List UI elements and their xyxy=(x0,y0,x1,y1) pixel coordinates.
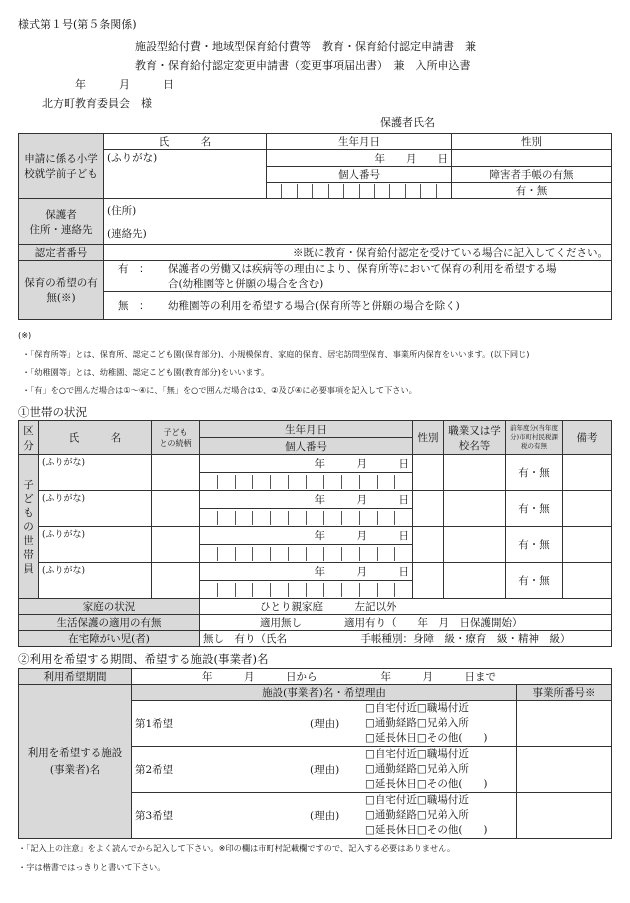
disabled-label: 在宅障がい児(者) xyxy=(19,631,200,647)
member-tax[interactable]: 有・無 xyxy=(506,563,563,599)
reason-label: (理由) xyxy=(310,718,340,730)
member-relation[interactable] xyxy=(152,527,200,563)
choice-label: 第1希望 xyxy=(135,718,174,730)
reason-options-2[interactable]: □通勤経路□兄弟入所 xyxy=(365,809,469,821)
cert-label: 認定者番号 xyxy=(19,245,104,261)
reason-options-3[interactable]: □延長休日□その他( ) xyxy=(365,732,488,744)
office-header: 事業所番号※ xyxy=(517,685,612,701)
welfare-label: 生活保護の適用の有無 xyxy=(19,615,200,631)
address-field[interactable]: (住所) xyxy=(104,199,612,223)
footer-note: ・字は楷書ではっきりと書いて下さい。 xyxy=(18,862,166,872)
reason-options-1[interactable]: □自宅付近□職場付近 xyxy=(365,748,469,760)
col-dob: 生年月日 xyxy=(200,421,413,438)
member-gender[interactable] xyxy=(413,527,444,563)
disabled-value[interactable]: 無し 有り（氏名 手帳種別：身障 級・療育 級・精神 級） xyxy=(200,631,612,647)
footer-note: ・「記入上の注意」をよく読んでから記入して下さい。※印の欄は市町村記載欄ですので、記入する必要はありません。 xyxy=(18,843,456,853)
member-remarks[interactable] xyxy=(563,527,612,563)
hope-no-text: 幼稚園等の利用を希望する場合(保育所等と併願の場合を除く) xyxy=(168,300,460,312)
family-label: 家庭の状況 xyxy=(19,599,200,615)
member-tax[interactable]: 有・無 xyxy=(506,455,563,491)
contact-field[interactable]: (連絡先) xyxy=(104,223,612,245)
guardian-label: 保護者 住所・連絡先 xyxy=(19,199,104,245)
member-dob[interactable]: 年 月 日 xyxy=(200,491,413,509)
member-personal-grid[interactable] xyxy=(200,509,413,527)
reason-options-3[interactable]: □延長休日□その他( ) xyxy=(365,778,488,790)
office-number xyxy=(517,793,612,839)
hope-no-row[interactable] xyxy=(104,292,612,320)
office-number xyxy=(517,747,612,793)
col-kubun: 区分 xyxy=(19,421,39,455)
member-remarks[interactable] xyxy=(563,455,612,491)
personal-no-header: 個人番号 xyxy=(267,167,452,183)
member-personal-grid[interactable] xyxy=(200,473,413,491)
hope-label: 保育の希望の有無(※) xyxy=(19,261,104,320)
reason-options-3[interactable]: □延長休日□その他( ) xyxy=(365,824,488,836)
member-job[interactable] xyxy=(444,563,506,599)
facility-heading: ②利用を希望する期間、希望する施設(事業者)名 xyxy=(18,652,269,666)
note-mark: (※) xyxy=(18,330,32,340)
member-personal-grid[interactable] xyxy=(200,581,413,599)
col-relation: 子ども との続柄 xyxy=(152,421,200,455)
child-gender[interactable] xyxy=(452,150,612,167)
facility-side-label: 利用を希望する施設(事業者)名 xyxy=(19,685,132,839)
facility-header: 施設(事業者)名・希望理由 xyxy=(132,685,517,701)
disability-header: 障害者手帳の有無 xyxy=(452,167,612,183)
hope-yes-option[interactable]: 有 ： xyxy=(118,263,150,275)
member-remarks[interactable] xyxy=(563,491,612,527)
period-label: 利用希望期間 xyxy=(19,669,132,685)
member-name[interactable]: (ふりがな) xyxy=(39,491,152,527)
member-name[interactable]: (ふりがな) xyxy=(39,455,152,491)
cert-note: ※既に教育・保育給付認定を受けている場合に記入してください。 xyxy=(104,245,612,261)
reason-label: (理由) xyxy=(310,764,340,776)
member-job[interactable] xyxy=(444,491,506,527)
member-dob[interactable]: 年 月 日 xyxy=(200,455,413,473)
col-job: 職業又は学校名等 xyxy=(444,421,506,455)
household-table xyxy=(18,420,612,647)
member-tax[interactable]: 有・無 xyxy=(506,527,563,563)
dob-header: 生年月日 xyxy=(267,134,452,150)
choice-label: 第2希望 xyxy=(135,764,174,776)
member-relation[interactable] xyxy=(152,491,200,527)
addressee: 北方町教育委員会 様 xyxy=(42,97,152,110)
hope-yes-text1: 保護者の労働又は疾病等の理由により、保育所等において保育の利用を希望する場 xyxy=(168,263,557,275)
hope-no-option[interactable]: 無 ： xyxy=(118,300,150,312)
form-title-line2: 教育・保育給付認定変更申請書（変更事項届出書） 兼 入所申込書 xyxy=(135,59,471,72)
col-tax: 前年度分(当年度分)市町村民税課税の有無 xyxy=(506,421,563,455)
member-relation[interactable] xyxy=(152,455,200,491)
reason-label: (理由) xyxy=(310,810,340,822)
member-personal-grid[interactable] xyxy=(200,545,413,563)
member-dob[interactable]: 年 月 日 xyxy=(200,563,413,581)
office-number xyxy=(517,701,612,747)
member-name[interactable]: (ふりがな) xyxy=(39,563,152,599)
choice-row[interactable] xyxy=(132,793,517,839)
col-gender: 性別 xyxy=(413,421,444,455)
disability-value[interactable]: 有・無 xyxy=(452,183,612,199)
welfare-value[interactable]: 適用無し 適用有り（ 年 月 日保護開始） xyxy=(200,615,612,631)
member-gender[interactable] xyxy=(413,563,444,599)
reason-options-2[interactable]: □通勤経路□兄弟入所 xyxy=(365,717,469,729)
child-name[interactable] xyxy=(104,167,267,183)
guardian-name-label: 保護者氏名 xyxy=(380,116,435,129)
reason-options-1[interactable]: □自宅付近□職場付近 xyxy=(365,794,469,806)
hope-yes-text2: 合(幼稚園等と併願の場合を含む) xyxy=(168,278,324,290)
applicant-table xyxy=(18,133,612,320)
member-tax[interactable]: 有・無 xyxy=(506,491,563,527)
member-job[interactable] xyxy=(444,527,506,563)
household-heading: ①世帯の状況 xyxy=(18,405,87,419)
col-name: 氏 名 xyxy=(39,421,152,455)
member-remarks[interactable] xyxy=(563,563,612,599)
member-side-label: 子どもの世帯員 xyxy=(19,455,39,599)
form-number: 様式第１号(第５条関係) xyxy=(18,18,137,31)
member-job[interactable] xyxy=(444,455,506,491)
member-relation[interactable] xyxy=(152,563,200,599)
gender-header: 性別 xyxy=(452,134,612,150)
application-date[interactable]: 年 月 日 xyxy=(75,78,174,91)
child-furigana[interactable]: (ふりがな) xyxy=(104,150,267,167)
col-remarks: 備考 xyxy=(563,421,612,455)
choice-row[interactable] xyxy=(132,701,517,747)
note-line: ・「有」を○で囲んだ場合は①～④に、「無」を○で囲んだ場合は①、②及び④に必要事項を記入して下さい。 xyxy=(22,385,417,395)
reason-options-1[interactable]: □自宅付近□職場付近 xyxy=(365,702,469,714)
child-dob[interactable]: 年 月 日 xyxy=(267,150,452,167)
note-line: ・「幼稚園等」とは、幼稚園、認定こども園(教育部分)をいいます。 xyxy=(22,367,270,377)
choice-label: 第3希望 xyxy=(135,810,174,822)
member-gender[interactable] xyxy=(413,491,444,527)
facility-table xyxy=(18,668,612,839)
hope-yes-row[interactable] xyxy=(104,261,612,292)
child-name-cont[interactable] xyxy=(104,183,267,199)
family-value[interactable]: ひとり親家庭 左記以外 xyxy=(200,599,612,615)
col-personal: 個人番号 xyxy=(200,438,413,455)
form-title-line1: 施設型給付費・地域型保育給付費等 教育・保育給付認定申請書 兼 xyxy=(135,40,476,53)
choice-row[interactable] xyxy=(132,747,517,793)
personal-no-grid[interactable] xyxy=(267,183,452,199)
member-name[interactable]: (ふりがな) xyxy=(39,527,152,563)
member-gender[interactable] xyxy=(413,455,444,491)
note-line: ・「保育所等」とは、保育所、認定こども園(保育部分)、小規模保育、家庭的保育、居宅訪問型保育、事業所内保育をいいます。(以下同じ) xyxy=(22,349,530,359)
name-header: 氏 名 xyxy=(104,134,267,150)
member-dob[interactable]: 年 月 日 xyxy=(200,527,413,545)
period-value[interactable]: 年 月 日から 年 月 日まで xyxy=(132,669,612,685)
child-label: 申請に係る小学校就学前子ども xyxy=(19,134,104,199)
reason-options-2[interactable]: □通勤経路□兄弟入所 xyxy=(365,763,469,775)
